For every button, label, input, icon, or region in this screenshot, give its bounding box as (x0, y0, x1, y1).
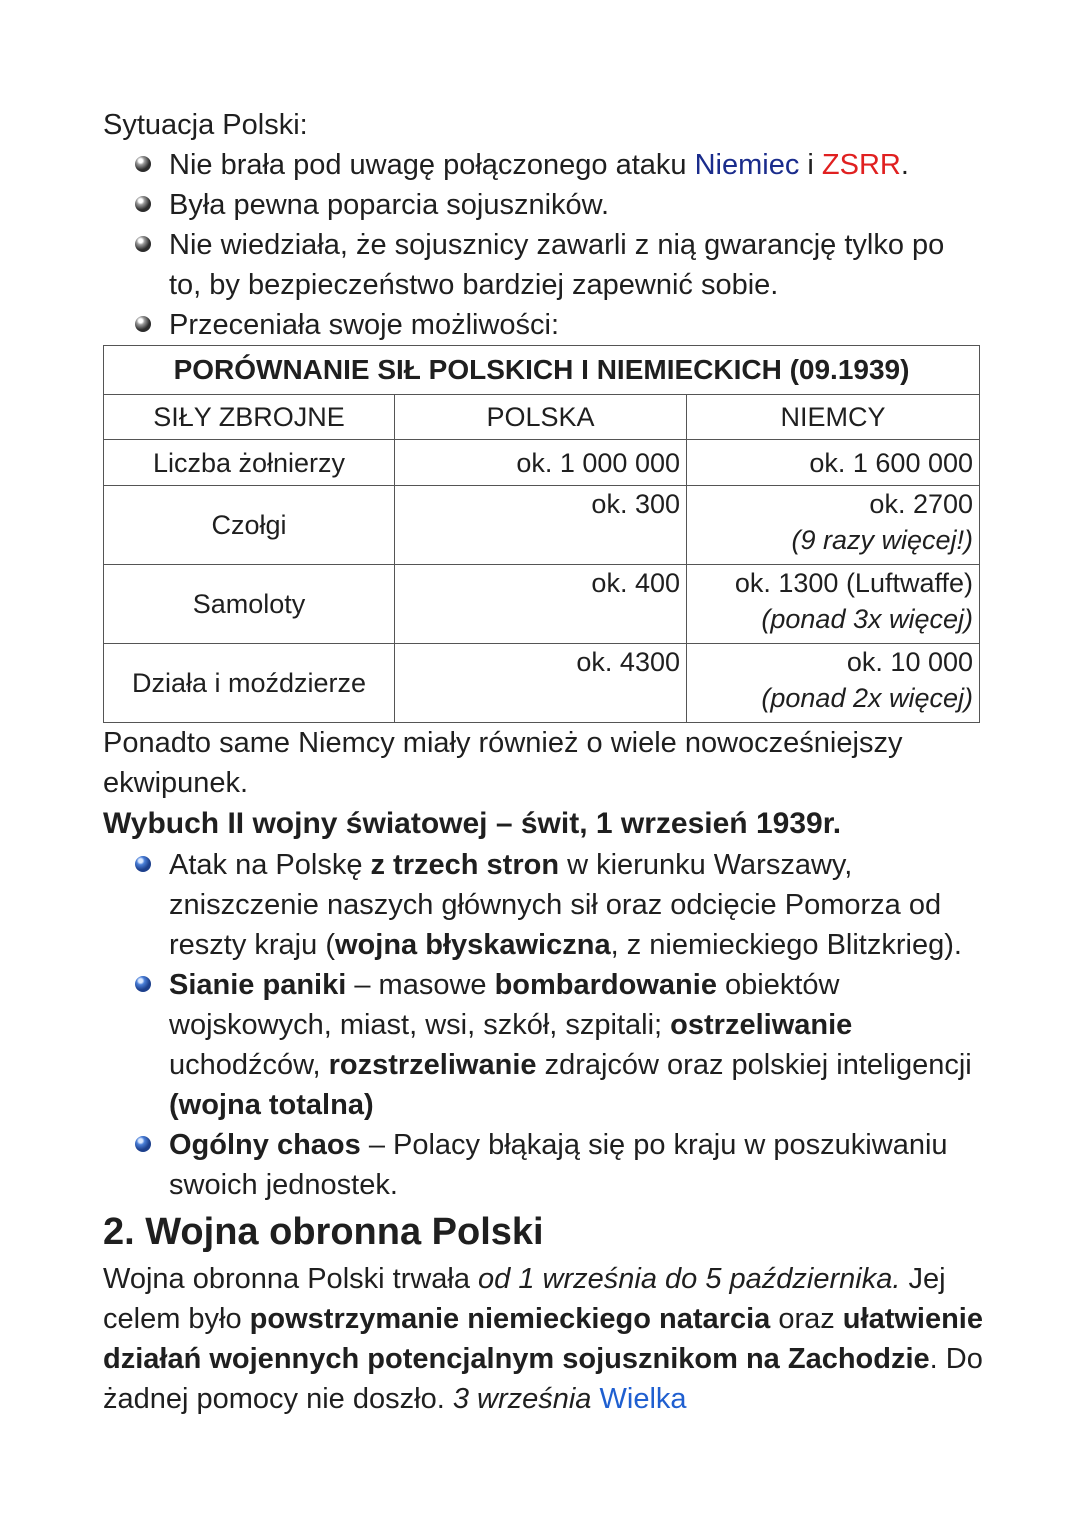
table-row (104, 440, 980, 486)
intro-heading: Sytuacja Polski: (103, 109, 308, 141)
bullet-icon (135, 856, 151, 872)
germany-note: (9 razy więcej!) (791, 525, 974, 555)
list-item: Sianie paniki – masowe bombardowanie obiektów wojskowych, miast, wsi, szkół, szpitali; ostrzeliwanie uchodźców, rozstrzeliwanie zdrajców oraz polskiej inteligencji (wojna totalna) (169, 965, 983, 1125)
bullet-icon (135, 1136, 151, 1152)
poland-value: ok. 400 (395, 565, 687, 644)
list-item: Nie wiedziała, że sojusznicy zawarli z nią gwarancję tylko po to, by bezpieczeństwo bardziej zapewnić sobie. (169, 225, 983, 305)
germany-value: ok. 2700 (869, 489, 974, 519)
outbreak-heading: Wybuch II wojny światowej – świt, 1 wrzesień 1939r. (103, 807, 842, 840)
bullet-icon (135, 156, 151, 172)
poland-value: ok. 300 (395, 486, 687, 565)
document-page (103, 105, 983, 1419)
list-item: Była pewna poparcia sojuszników. (169, 185, 983, 225)
table-row (104, 565, 980, 644)
table-header-row (104, 395, 980, 440)
bullet-icon (135, 236, 151, 252)
germany-value: ok. 1 600 000 (687, 440, 980, 486)
germany-value: ok. 1300 (Luftwaffe) (734, 568, 974, 598)
after-table-text: Ponadto same Niemcy miały również o wiele nowocześniejszy ekwipunek. (103, 727, 903, 799)
germany-cell (687, 565, 980, 644)
row-label: Liczba żołnierzy (104, 440, 395, 486)
list-item: Atak na Polskę z trzech stron w kierunku Warszawy, zniszczenie naszych głównych sił oraz odcięcie Pomorza od reszty kraju (wojna błyskawiczna, z niemieckiego Blitzkrieg). (169, 845, 983, 965)
intro-bullet-list (103, 145, 983, 345)
bullet-icon (135, 316, 151, 332)
germany-note: (ponad 2x więcej) (761, 683, 974, 713)
outbreak-bullet-list (103, 845, 983, 1205)
comparison-table (103, 345, 980, 723)
header-cell: NIEMCY (687, 395, 980, 440)
section-paragraph: Wojna obronna Polski trwała od 1 września do 5 października. Jej celem było powstrzymanie niemieckiego natarcia oraz ułatwienie działań wojennych potencjalnym sojusznikom na Zachodzie. Do żadnej pomocy nie doszło. 3 września Wielka (103, 1263, 983, 1415)
section-heading: 2. Wojna obronna Polski (103, 1211, 544, 1253)
germany-cell (687, 486, 980, 565)
list-item: Przeceniała swoje możliwości: (169, 305, 983, 345)
germany-note: (ponad 3x więcej) (761, 604, 974, 634)
row-label: Działa i moździerze (104, 644, 395, 723)
list-item: Ogólny chaos – Polacy błąkają się po kraju w poszukiwaniu swoich jednostek. (169, 1125, 983, 1205)
germany-cell (687, 644, 980, 723)
poland-value: ok. 4300 (395, 644, 687, 723)
table-title: PORÓWNANIE SIŁ POLSKICH I NIEMIECKICH (09.1939) (104, 346, 980, 395)
bullet-icon (135, 196, 151, 212)
term-niemiec: Niemiec (694, 149, 800, 181)
table-row (104, 644, 980, 723)
header-cell: POLSKA (395, 395, 687, 440)
term-zsrr: ZSRR (821, 149, 901, 181)
germany-value: ok. 10 000 (846, 647, 974, 677)
bullet-icon (135, 976, 151, 992)
list-item: Nie brała pod uwagę połączonego ataku Niemiec i ZSRR. (169, 145, 983, 185)
poland-value: ok. 1 000 000 (395, 440, 687, 486)
row-label: Samoloty (104, 565, 395, 644)
term-wielka: Wielka (599, 1383, 687, 1415)
row-label: Czołgi (104, 486, 395, 565)
table-row (104, 486, 980, 565)
header-cell: SIŁY ZBROJNE (104, 395, 395, 440)
